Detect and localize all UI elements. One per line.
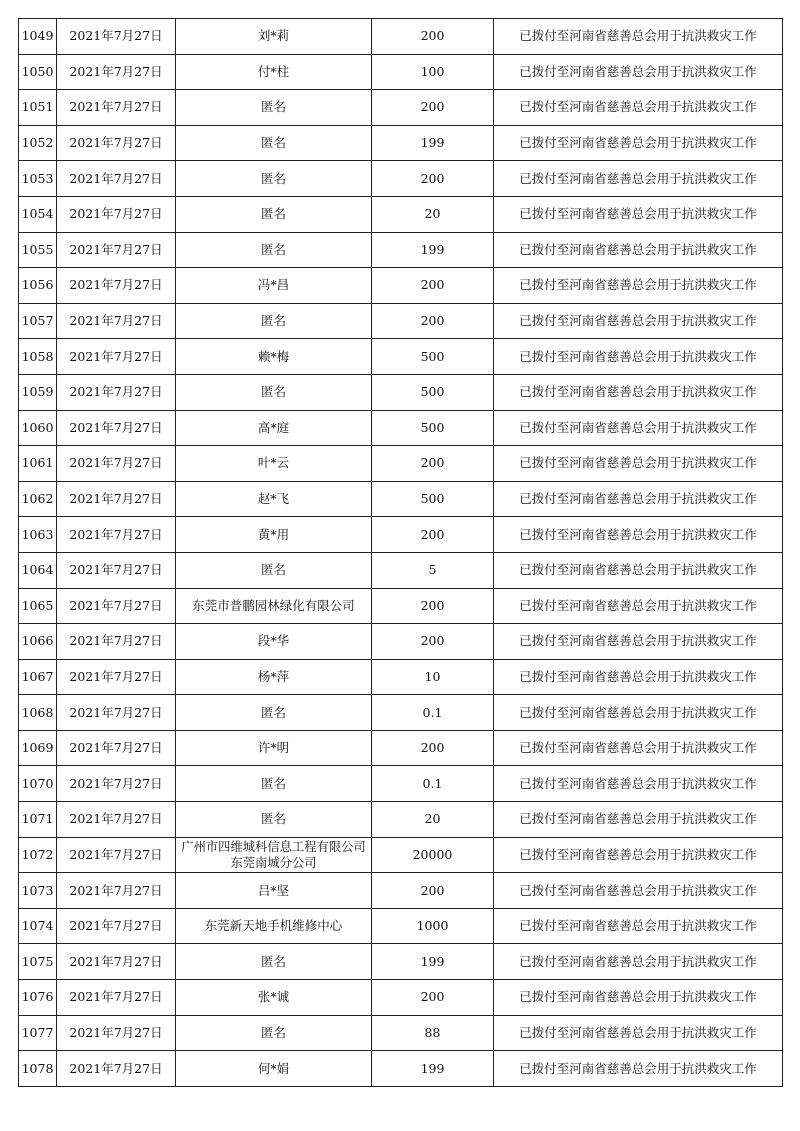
donor-cell: 匿名 xyxy=(176,1015,372,1051)
donor-cell: 叶*云 xyxy=(176,446,372,482)
row-number-cell: 1070 xyxy=(19,766,57,802)
row-number-cell: 1072 xyxy=(19,837,57,873)
amount-cell: 1000 xyxy=(372,908,494,944)
amount-cell: 199 xyxy=(372,1051,494,1087)
date-cell: 2021年7月27日 xyxy=(57,659,176,695)
donor-cell: 付*柱 xyxy=(176,54,372,90)
row-number-cell: 1051 xyxy=(19,90,57,126)
date-cell: 2021年7月27日 xyxy=(57,517,176,553)
row-number-cell: 1063 xyxy=(19,517,57,553)
table-row xyxy=(19,588,783,624)
note-cell: 已拨付至河南省慈善总会用于抗洪救灾工作 xyxy=(494,588,783,624)
donor-cell: 东莞新天地手机维修中心 xyxy=(176,908,372,944)
table-row xyxy=(19,232,783,268)
note-cell: 已拨付至河南省慈善总会用于抗洪救灾工作 xyxy=(494,766,783,802)
donor-cell: 匿名 xyxy=(176,766,372,802)
row-number-cell: 1075 xyxy=(19,944,57,980)
row-number-cell: 1073 xyxy=(19,873,57,909)
amount-cell: 500 xyxy=(372,374,494,410)
date-cell: 2021年7月27日 xyxy=(57,1015,176,1051)
note-cell: 已拨付至河南省慈善总会用于抗洪救灾工作 xyxy=(494,695,783,731)
donor-cell: 赵*飞 xyxy=(176,481,372,517)
row-number-cell: 1053 xyxy=(19,161,57,197)
date-cell: 2021年7月27日 xyxy=(57,552,176,588)
amount-cell: 200 xyxy=(372,90,494,126)
table-row xyxy=(19,624,783,660)
amount-cell: 5 xyxy=(372,552,494,588)
date-cell: 2021年7月27日 xyxy=(57,802,176,838)
row-number-cell: 1067 xyxy=(19,659,57,695)
table-row xyxy=(19,659,783,695)
date-cell: 2021年7月27日 xyxy=(57,837,176,873)
donor-cell: 何*娟 xyxy=(176,1051,372,1087)
date-cell: 2021年7月27日 xyxy=(57,125,176,161)
note-cell: 已拨付至河南省慈善总会用于抗洪救灾工作 xyxy=(494,908,783,944)
date-cell: 2021年7月27日 xyxy=(57,980,176,1016)
donor-cell: 许*明 xyxy=(176,730,372,766)
amount-cell: 20 xyxy=(372,196,494,232)
row-number-cell: 1064 xyxy=(19,552,57,588)
note-cell: 已拨付至河南省慈善总会用于抗洪救灾工作 xyxy=(494,837,783,873)
note-cell: 已拨付至河南省慈善总会用于抗洪救灾工作 xyxy=(494,268,783,304)
amount-cell: 88 xyxy=(372,1015,494,1051)
table-row xyxy=(19,873,783,909)
note-cell: 已拨付至河南省慈善总会用于抗洪救灾工作 xyxy=(494,730,783,766)
table-row xyxy=(19,517,783,553)
row-number-cell: 1065 xyxy=(19,588,57,624)
date-cell: 2021年7月27日 xyxy=(57,588,176,624)
row-number-cell: 1061 xyxy=(19,446,57,482)
amount-cell: 200 xyxy=(372,303,494,339)
note-cell: 已拨付至河南省慈善总会用于抗洪救灾工作 xyxy=(494,19,783,55)
table-row xyxy=(19,481,783,517)
row-number-cell: 1078 xyxy=(19,1051,57,1087)
row-number-cell: 1077 xyxy=(19,1015,57,1051)
row-number-cell: 1069 xyxy=(19,730,57,766)
table-row xyxy=(19,374,783,410)
row-number-cell: 1071 xyxy=(19,802,57,838)
table-row xyxy=(19,19,783,55)
table-row xyxy=(19,730,783,766)
amount-cell: 200 xyxy=(372,873,494,909)
amount-cell: 500 xyxy=(372,410,494,446)
note-cell: 已拨付至河南省慈善总会用于抗洪救灾工作 xyxy=(494,517,783,553)
row-number-cell: 1050 xyxy=(19,54,57,90)
amount-cell: 199 xyxy=(372,944,494,980)
date-cell: 2021年7月27日 xyxy=(57,481,176,517)
date-cell: 2021年7月27日 xyxy=(57,374,176,410)
amount-cell: 200 xyxy=(372,446,494,482)
donor-cell: 匿名 xyxy=(176,90,372,126)
row-number-cell: 1052 xyxy=(19,125,57,161)
donor-cell: 匿名 xyxy=(176,552,372,588)
row-number-cell: 1074 xyxy=(19,908,57,944)
donor-cell: 张*诚 xyxy=(176,980,372,1016)
note-cell: 已拨付至河南省慈善总会用于抗洪救灾工作 xyxy=(494,90,783,126)
amount-cell: 500 xyxy=(372,339,494,375)
donor-cell: 匿名 xyxy=(176,232,372,268)
donation-table xyxy=(18,18,783,1087)
amount-cell: 200 xyxy=(372,730,494,766)
table-row xyxy=(19,837,783,873)
table-row xyxy=(19,303,783,339)
row-number-cell: 1060 xyxy=(19,410,57,446)
date-cell: 2021年7月27日 xyxy=(57,873,176,909)
amount-cell: 199 xyxy=(372,232,494,268)
note-cell: 已拨付至河南省慈善总会用于抗洪救灾工作 xyxy=(494,374,783,410)
table-row xyxy=(19,552,783,588)
row-number-cell: 1066 xyxy=(19,624,57,660)
date-cell: 2021年7月27日 xyxy=(57,624,176,660)
note-cell: 已拨付至河南省慈善总会用于抗洪救灾工作 xyxy=(494,125,783,161)
donor-cell: 匿名 xyxy=(176,802,372,838)
row-number-cell: 1062 xyxy=(19,481,57,517)
table-row xyxy=(19,54,783,90)
date-cell: 2021年7月27日 xyxy=(57,410,176,446)
row-number-cell: 1057 xyxy=(19,303,57,339)
donation-table-body xyxy=(19,19,783,1087)
table-row xyxy=(19,90,783,126)
table-row xyxy=(19,1015,783,1051)
table-row xyxy=(19,766,783,802)
note-cell: 已拨付至河南省慈善总会用于抗洪救灾工作 xyxy=(494,161,783,197)
table-row xyxy=(19,268,783,304)
note-cell: 已拨付至河南省慈善总会用于抗洪救灾工作 xyxy=(494,481,783,517)
table-row xyxy=(19,446,783,482)
amount-cell: 500 xyxy=(372,481,494,517)
donor-cell: 匿名 xyxy=(176,374,372,410)
table-row xyxy=(19,125,783,161)
note-cell: 已拨付至河南省慈善总会用于抗洪救灾工作 xyxy=(494,624,783,660)
amount-cell: 199 xyxy=(372,125,494,161)
note-cell: 已拨付至河南省慈善总会用于抗洪救灾工作 xyxy=(494,196,783,232)
row-number-cell: 1068 xyxy=(19,695,57,731)
note-cell: 已拨付至河南省慈善总会用于抗洪救灾工作 xyxy=(494,980,783,1016)
date-cell: 2021年7月27日 xyxy=(57,1051,176,1087)
date-cell: 2021年7月27日 xyxy=(57,908,176,944)
table-row xyxy=(19,695,783,731)
table-row xyxy=(19,944,783,980)
note-cell: 已拨付至河南省慈善总会用于抗洪救灾工作 xyxy=(494,802,783,838)
amount-cell: 200 xyxy=(372,588,494,624)
row-number-cell: 1055 xyxy=(19,232,57,268)
amount-cell: 10 xyxy=(372,659,494,695)
date-cell: 2021年7月27日 xyxy=(57,339,176,375)
amount-cell: 100 xyxy=(372,54,494,90)
amount-cell: 20000 xyxy=(372,837,494,873)
amount-cell: 200 xyxy=(372,161,494,197)
donor-cell: 广州市四维城科信息工程有限公司东莞南城分公司 xyxy=(176,837,372,873)
note-cell: 已拨付至河南省慈善总会用于抗洪救灾工作 xyxy=(494,303,783,339)
amount-cell: 200 xyxy=(372,624,494,660)
donor-cell: 段*华 xyxy=(176,624,372,660)
date-cell: 2021年7月27日 xyxy=(57,730,176,766)
date-cell: 2021年7月27日 xyxy=(57,766,176,802)
date-cell: 2021年7月27日 xyxy=(57,90,176,126)
donor-cell: 冯*昌 xyxy=(176,268,372,304)
date-cell: 2021年7月27日 xyxy=(57,19,176,55)
date-cell: 2021年7月27日 xyxy=(57,303,176,339)
table-row xyxy=(19,908,783,944)
amount-cell: 200 xyxy=(372,517,494,553)
note-cell: 已拨付至河南省慈善总会用于抗洪救灾工作 xyxy=(494,659,783,695)
note-cell: 已拨付至河南省慈善总会用于抗洪救灾工作 xyxy=(494,410,783,446)
donor-cell: 吕*坚 xyxy=(176,873,372,909)
note-cell: 已拨付至河南省慈善总会用于抗洪救灾工作 xyxy=(494,873,783,909)
amount-cell: 200 xyxy=(372,19,494,55)
donor-cell: 匿名 xyxy=(176,161,372,197)
row-number-cell: 1056 xyxy=(19,268,57,304)
table-row xyxy=(19,196,783,232)
donor-cell: 匿名 xyxy=(176,695,372,731)
table-row xyxy=(19,1051,783,1087)
donor-cell: 匿名 xyxy=(176,196,372,232)
date-cell: 2021年7月27日 xyxy=(57,695,176,731)
amount-cell: 200 xyxy=(372,980,494,1016)
amount-cell: 20 xyxy=(372,802,494,838)
date-cell: 2021年7月27日 xyxy=(57,446,176,482)
date-cell: 2021年7月27日 xyxy=(57,232,176,268)
row-number-cell: 1054 xyxy=(19,196,57,232)
note-cell: 已拨付至河南省慈善总会用于抗洪救灾工作 xyxy=(494,232,783,268)
donor-cell: 杨*萍 xyxy=(176,659,372,695)
row-number-cell: 1076 xyxy=(19,980,57,1016)
donor-cell: 刘*莉 xyxy=(176,19,372,55)
note-cell: 已拨付至河南省慈善总会用于抗洪救灾工作 xyxy=(494,1051,783,1087)
row-number-cell: 1059 xyxy=(19,374,57,410)
table-row xyxy=(19,802,783,838)
date-cell: 2021年7月27日 xyxy=(57,268,176,304)
donor-cell: 黄*用 xyxy=(176,517,372,553)
donor-cell: 东莞市普鹏园林绿化有限公司 xyxy=(176,588,372,624)
donor-cell: 匿名 xyxy=(176,944,372,980)
amount-cell: 0.1 xyxy=(372,766,494,802)
note-cell: 已拨付至河南省慈善总会用于抗洪救灾工作 xyxy=(494,339,783,375)
note-cell: 已拨付至河南省慈善总会用于抗洪救灾工作 xyxy=(494,944,783,980)
row-number-cell: 1058 xyxy=(19,339,57,375)
table-row xyxy=(19,339,783,375)
table-row xyxy=(19,980,783,1016)
table-row xyxy=(19,161,783,197)
date-cell: 2021年7月27日 xyxy=(57,196,176,232)
amount-cell: 0.1 xyxy=(372,695,494,731)
date-cell: 2021年7月27日 xyxy=(57,161,176,197)
row-number-cell: 1049 xyxy=(19,19,57,55)
amount-cell: 200 xyxy=(372,268,494,304)
table-row xyxy=(19,410,783,446)
note-cell: 已拨付至河南省慈善总会用于抗洪救灾工作 xyxy=(494,1015,783,1051)
date-cell: 2021年7月27日 xyxy=(57,54,176,90)
donor-cell: 高*庭 xyxy=(176,410,372,446)
note-cell: 已拨付至河南省慈善总会用于抗洪救灾工作 xyxy=(494,446,783,482)
date-cell: 2021年7月27日 xyxy=(57,944,176,980)
donor-cell: 赖*梅 xyxy=(176,339,372,375)
note-cell: 已拨付至河南省慈善总会用于抗洪救灾工作 xyxy=(494,54,783,90)
donor-cell: 匿名 xyxy=(176,125,372,161)
note-cell: 已拨付至河南省慈善总会用于抗洪救灾工作 xyxy=(494,552,783,588)
donor-cell: 匿名 xyxy=(176,303,372,339)
